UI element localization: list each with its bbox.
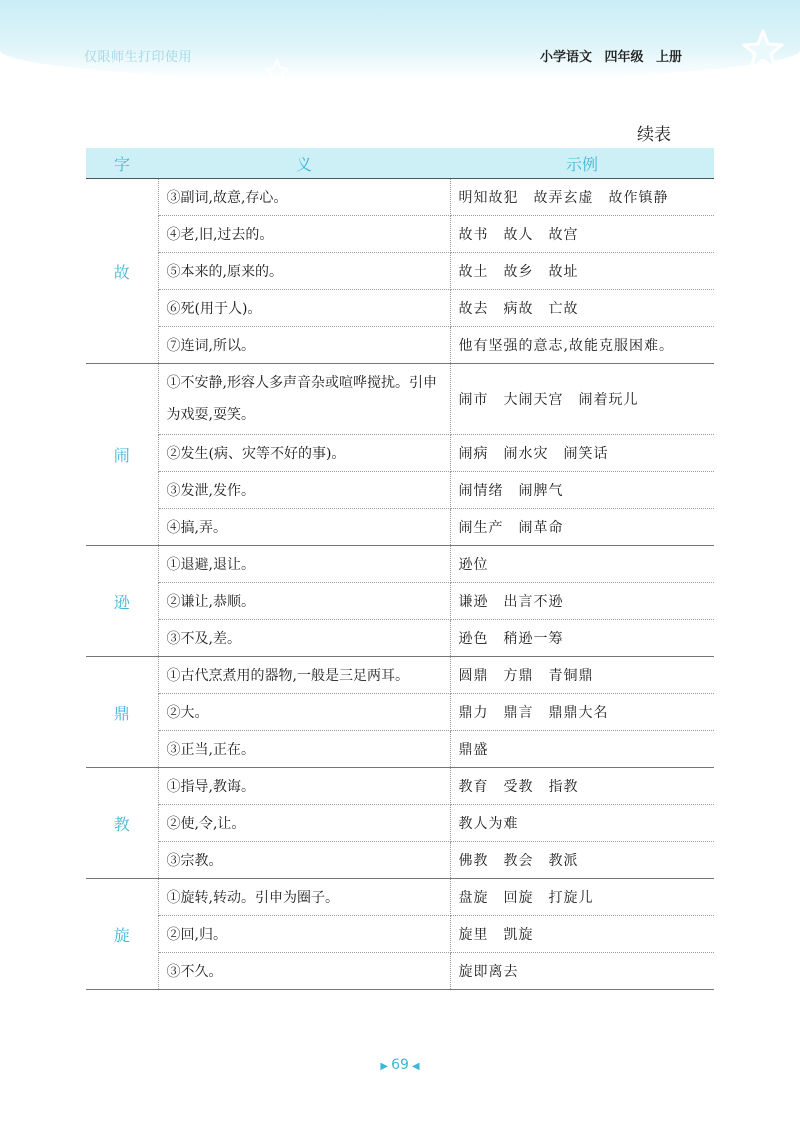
table-row (86, 253, 714, 290)
meaning-cell: ③副词,故意,存心。 (158, 179, 450, 216)
meaning-cell: ③发泄,发作。 (158, 472, 450, 509)
example-cell: 他有坚强的意志,故能克服困难。 (450, 327, 714, 364)
book-info: 小学语文 四年级 上册 (540, 50, 683, 65)
meaning-cell: ③正当,正在。 (158, 731, 450, 768)
char-cell: 教 (86, 768, 158, 879)
meaning-cell: ④老,旧,过去的。 (158, 216, 450, 253)
example-cell: 故土 故乡 故址 (450, 253, 714, 290)
char-cell: 闹 (86, 364, 158, 546)
example-cell: 教人为难 (450, 805, 714, 842)
meaning-cell: ⑤本来的,原来的。 (158, 253, 450, 290)
example-cell: 明知故犯 故弄玄虚 故作镇静 (450, 179, 714, 216)
star-icon (264, 58, 290, 84)
char-cell: 旋 (86, 879, 158, 990)
page-footer (0, 1054, 800, 1073)
table-header-row (86, 148, 714, 179)
example-cell: 谦逊 出言不逊 (450, 583, 714, 620)
header-char: 字 (86, 148, 158, 179)
char-cell: 鼎 (86, 657, 158, 768)
meaning-cell: ②谦让,恭顺。 (158, 583, 450, 620)
example-cell: 逊色 稍逊一筹 (450, 620, 714, 657)
char-cell: 故 (86, 179, 158, 364)
header-meaning: 义 (158, 148, 450, 179)
example-cell: 鼎盛 (450, 731, 714, 768)
example-cell: 闹病 闹水灾 闹笑话 (450, 435, 714, 472)
table-row (86, 657, 714, 694)
meaning-cell: ②回,归。 (158, 916, 450, 953)
meaning-cell: ①指导,教诲。 (158, 768, 450, 805)
table-row (86, 435, 714, 472)
meaning-cell: ②使,令,让。 (158, 805, 450, 842)
watermark-text: 仅限师生打印使用 (84, 50, 193, 65)
page-number: 69 (391, 1057, 409, 1073)
meaning-cell: ①不安静,形容人多声音杂或喧哗搅扰。引申为戏耍,耍笑。 (158, 364, 450, 435)
example-cell: 闹市 大闹天宫 闹着玩儿 (450, 364, 714, 435)
arrow-right-icon: ▶ (380, 1061, 389, 1072)
meaning-cell: ②大。 (158, 694, 450, 731)
header-band (0, 0, 800, 80)
header-example: 示例 (450, 148, 714, 179)
table-row (86, 768, 714, 805)
example-cell: 教育 受教 指教 (450, 768, 714, 805)
arrow-left-icon: ◀ (411, 1061, 420, 1072)
table-row (86, 805, 714, 842)
table-row (86, 694, 714, 731)
table-row (86, 290, 714, 327)
table-row (86, 842, 714, 879)
example-cell: 逊位 (450, 546, 714, 583)
meaning-cell: ①古代烹煮用的器物,一般是三足两耳。 (158, 657, 450, 694)
table-row (86, 509, 714, 546)
example-cell: 闹生产 闹革命 (450, 509, 714, 546)
continued-label: 续表 (637, 125, 671, 145)
table-row (86, 472, 714, 509)
meaning-cell: ①退避,退让。 (158, 546, 450, 583)
meaning-cell: ⑦连词,所以。 (158, 327, 450, 364)
example-cell: 旋里 凯旋 (450, 916, 714, 953)
table-row (86, 731, 714, 768)
example-cell: 佛教 教会 教派 (450, 842, 714, 879)
meaning-cell: ⑥死(用于人)。 (158, 290, 450, 327)
example-cell: 盘旋 回旋 打旋儿 (450, 879, 714, 916)
meaning-cell: ④搞,弄。 (158, 509, 450, 546)
example-cell: 鼎力 鼎言 鼎鼎大名 (450, 694, 714, 731)
example-cell: 圆鼎 方鼎 青铜鼎 (450, 657, 714, 694)
table-row (86, 327, 714, 364)
meaning-cell: ③不久。 (158, 953, 450, 990)
meaning-cell: ①旋转,转动。引申为圈子。 (158, 879, 450, 916)
meaning-cell: ②发生(病、灾等不好的事)。 (158, 435, 450, 472)
table-row (86, 879, 714, 916)
table-row (86, 216, 714, 253)
example-cell: 故书 故人 故宫 (450, 216, 714, 253)
table-row (86, 953, 714, 990)
char-cell: 逊 (86, 546, 158, 657)
star-icon (740, 28, 786, 74)
table-row (86, 546, 714, 583)
table-row (86, 364, 714, 435)
example-cell: 旋即离去 (450, 953, 714, 990)
table-row (86, 179, 714, 216)
table-row (86, 916, 714, 953)
table-row (86, 583, 714, 620)
character-meaning-table (86, 148, 714, 990)
example-cell: 故去 病故 亡故 (450, 290, 714, 327)
meaning-cell: ③宗教。 (158, 842, 450, 879)
meaning-cell: ③不及,差。 (158, 620, 450, 657)
example-cell: 闹情绪 闹脾气 (450, 472, 714, 509)
table-row (86, 620, 714, 657)
